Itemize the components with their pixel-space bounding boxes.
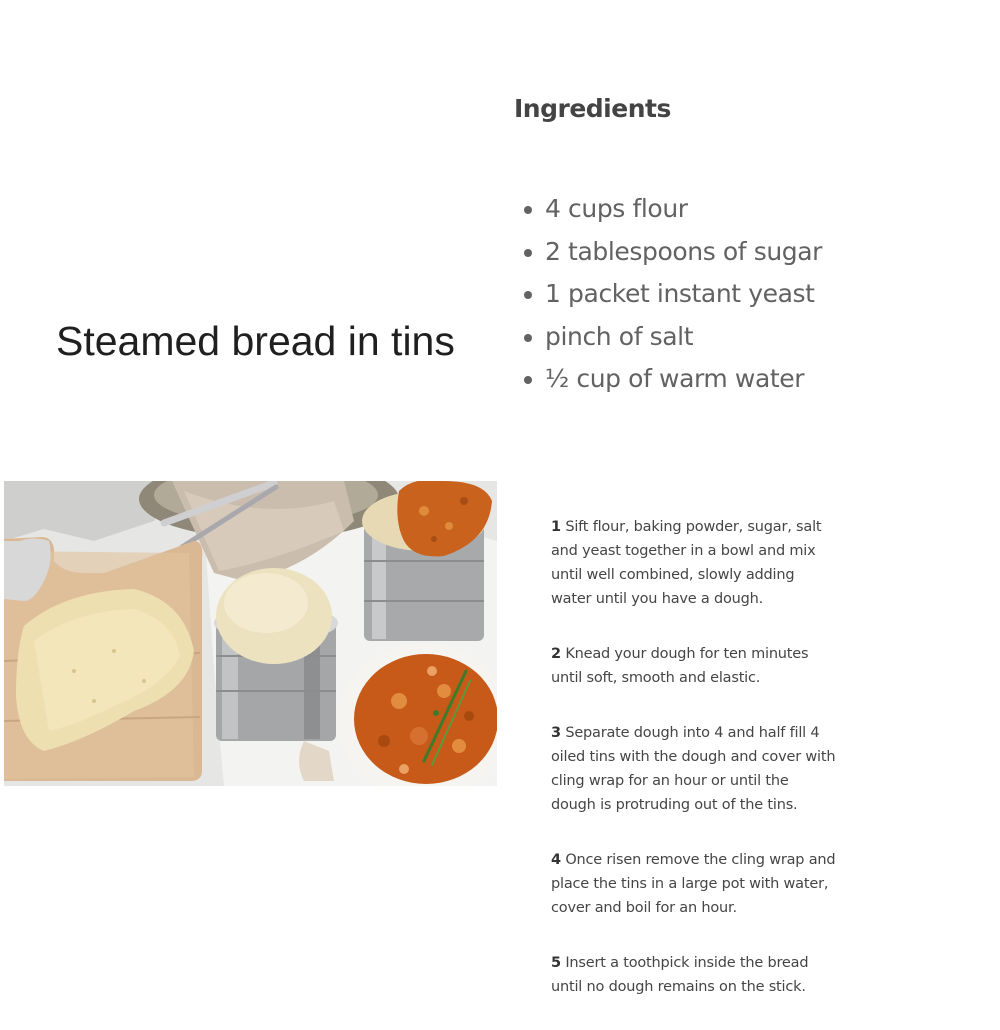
step-text: Knead your dough for ten minutes until soft, smooth and elastic. [551,646,809,686]
step-text: Insert a toothpick inside the bread until no dough remains on the stick. [551,955,809,995]
step-text: Once risen remove the cling wrap and place the tins in a large pot with water, cover and boil for an hour. [551,852,836,916]
step-number: 1 [551,519,561,535]
bullet-icon [524,206,532,214]
bullet-icon [524,249,532,257]
method-step [551,848,836,920]
ingredient-item [522,273,822,316]
ingredient-item [522,316,822,359]
step-text: Separate dough into 4 and half fill 4 oiled tins with the dough and cover with cling wrap for an hour or until the dough is protruding out of the tins. [551,725,836,813]
ingredient-text: 2 tablespoons of sugar [545,236,823,266]
method-steps [551,515,836,1030]
ingredient-item [522,231,822,274]
method-step [551,642,836,690]
ingredient-text: ½ cup of warm water [545,364,805,393]
method-step [551,515,836,611]
ingredient-text: 4 cups flour [545,194,688,223]
bullet-icon [524,334,532,342]
ingredient-text: pinch of salt [545,321,694,351]
method-step [551,951,836,999]
recipe-title: Steamed bread in tins [56,318,455,364]
recipe-photo [4,481,497,786]
ingredient-text: 1 packet instant yeast [545,279,815,308]
step-number: 4 [551,852,561,868]
steamed-bread-photo-illustration [4,481,497,786]
method-step [551,721,836,817]
step-number: 3 [551,725,561,741]
step-text: Sift flour, baking powder, sugar, salt and yeast together in a bowl and mix until well combined, slowly adding water until you have a dough. [551,519,822,607]
ingredient-item [522,188,822,231]
bullet-icon [524,376,532,384]
ingredient-item [522,358,822,401]
ingredients-list [522,188,822,401]
bullet-icon [524,291,532,299]
step-number: 5 [551,955,561,971]
step-number: 2 [551,646,561,662]
ingredients-heading: Ingredients [514,94,671,123]
